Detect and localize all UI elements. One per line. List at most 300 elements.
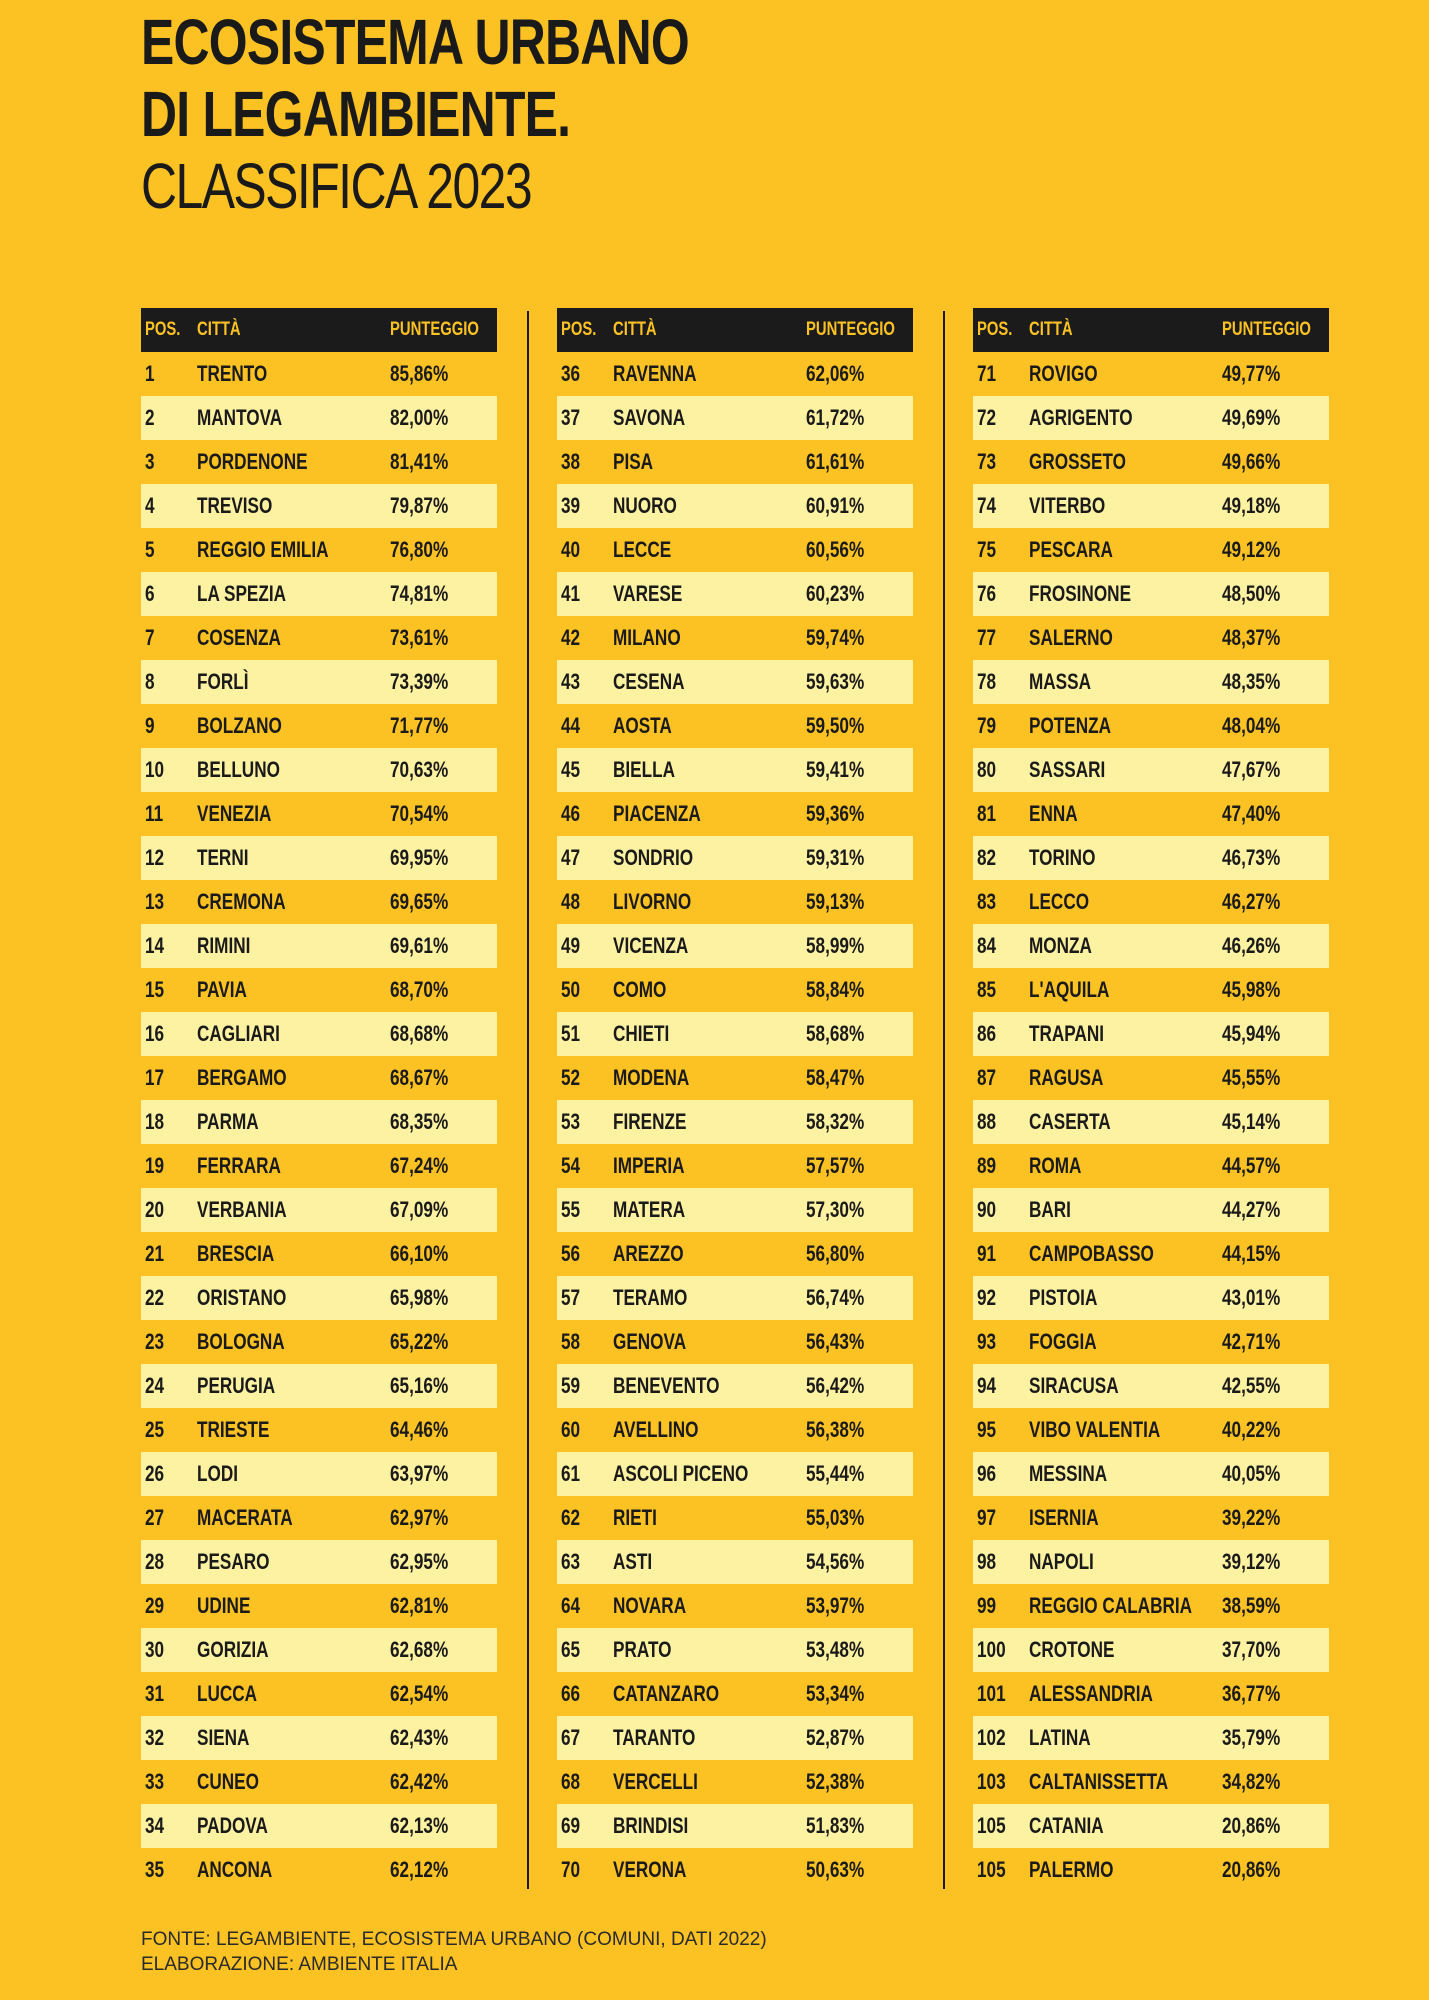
rank-cell: 1 <box>145 361 155 386</box>
table-row <box>557 1364 913 1408</box>
table-row <box>141 748 497 792</box>
city-cell: MESSINA <box>1029 1461 1108 1486</box>
table-row <box>557 1452 913 1496</box>
table-row <box>557 1100 913 1144</box>
page-title <box>141 6 843 222</box>
score-cell: 59,74% <box>806 625 865 650</box>
table-row <box>141 1056 497 1100</box>
table-row <box>557 1012 913 1056</box>
score-cell: 48,04% <box>1222 713 1281 738</box>
table-header <box>973 308 1329 352</box>
table-row <box>141 396 497 440</box>
table-row <box>557 528 913 572</box>
score-cell: 65,98% <box>390 1285 449 1310</box>
score-cell: 71,77% <box>390 713 449 738</box>
table-row <box>557 484 913 528</box>
ranking-column <box>973 308 1329 1892</box>
table-row <box>973 836 1329 880</box>
table-row <box>557 792 913 836</box>
score-cell: 42,55% <box>1222 1373 1281 1398</box>
city-cell: VITERBO <box>1029 493 1106 518</box>
city-cell: CALTANISSETTA <box>1029 1769 1169 1794</box>
score-cell: 44,57% <box>1222 1153 1281 1178</box>
score-cell: 68,67% <box>390 1065 449 1090</box>
score-cell: 51,83% <box>806 1813 865 1838</box>
city-cell: TERAMO <box>613 1285 688 1310</box>
table-row <box>557 924 913 968</box>
score-cell: 62,12% <box>390 1857 449 1882</box>
score-cell: 61,61% <box>806 449 865 474</box>
table-row <box>141 704 497 748</box>
rank-cell: 102 <box>977 1725 1006 1750</box>
table-row <box>973 484 1329 528</box>
rank-cell: 79 <box>977 713 997 738</box>
score-cell: 56,43% <box>806 1329 865 1354</box>
rank-cell: 39 <box>561 493 581 518</box>
score-cell: 45,55% <box>1222 1065 1281 1090</box>
rank-cell: 60 <box>561 1417 581 1442</box>
score-cell: 45,14% <box>1222 1109 1281 1134</box>
table-row <box>557 1232 913 1276</box>
rank-cell: 24 <box>145 1373 165 1398</box>
title-line-3: CLASSIFICA 2023 <box>141 150 532 222</box>
table-row <box>557 352 913 396</box>
rank-cell: 40 <box>561 537 581 562</box>
rank-cell: 3 <box>145 449 155 474</box>
score-cell: 53,48% <box>806 1637 865 1662</box>
score-cell: 46,26% <box>1222 933 1281 958</box>
header-score: PUNTEGGIO <box>390 319 479 340</box>
table-row <box>973 396 1329 440</box>
rank-cell: 84 <box>977 933 997 958</box>
header-pos: POS. <box>977 319 1013 340</box>
score-cell: 65,22% <box>390 1329 449 1354</box>
score-cell: 39,22% <box>1222 1505 1281 1530</box>
rank-cell: 34 <box>145 1813 165 1838</box>
table-header <box>557 308 913 352</box>
table-row <box>141 1144 497 1188</box>
rank-cell: 105 <box>977 1857 1006 1882</box>
city-cell: VERONA <box>613 1857 687 1882</box>
score-cell: 20,86% <box>1222 1813 1281 1838</box>
city-cell: PERUGIA <box>197 1373 276 1398</box>
rank-cell: 35 <box>145 1857 165 1882</box>
rank-cell: 48 <box>561 889 581 914</box>
score-cell: 66,10% <box>390 1241 449 1266</box>
city-cell: TARANTO <box>613 1725 696 1750</box>
table-row <box>973 660 1329 704</box>
rank-cell: 101 <box>977 1681 1006 1706</box>
table-row <box>141 616 497 660</box>
city-cell: LUCCA <box>197 1681 258 1706</box>
table-row <box>141 1012 497 1056</box>
rank-cell: 58 <box>561 1329 581 1354</box>
score-cell: 45,94% <box>1222 1021 1281 1046</box>
table-row <box>557 1672 913 1716</box>
score-cell: 81,41% <box>390 449 449 474</box>
score-cell: 34,82% <box>1222 1769 1281 1794</box>
score-cell: 68,35% <box>390 1109 449 1134</box>
table-row <box>973 440 1329 484</box>
score-cell: 40,05% <box>1222 1461 1281 1486</box>
rank-cell: 47 <box>561 845 581 870</box>
city-cell: CUNEO <box>197 1769 259 1794</box>
score-cell: 38,59% <box>1222 1593 1281 1618</box>
score-cell: 62,95% <box>390 1549 449 1574</box>
table-row <box>557 1144 913 1188</box>
score-cell: 49,12% <box>1222 537 1281 562</box>
score-cell: 44,27% <box>1222 1197 1281 1222</box>
table-row <box>141 1760 497 1804</box>
source-line-2: ELABORAZIONE: AMBIENTE ITALIA <box>141 1954 458 1975</box>
rank-cell: 17 <box>145 1065 165 1090</box>
score-cell: 62,68% <box>390 1637 449 1662</box>
city-cell: NAPOLI <box>1029 1549 1094 1574</box>
city-cell: MONZA <box>1029 933 1092 958</box>
rank-cell: 29 <box>145 1593 165 1618</box>
table-row <box>141 440 497 484</box>
rank-cell: 28 <box>145 1549 165 1574</box>
rank-cell: 22 <box>145 1285 165 1310</box>
city-cell: L'AQUILA <box>1029 977 1110 1002</box>
rank-cell: 64 <box>561 1593 581 1618</box>
rank-cell: 55 <box>561 1197 581 1222</box>
rank-cell: 100 <box>977 1637 1006 1662</box>
city-cell: RAGUSA <box>1029 1065 1104 1090</box>
rank-cell: 81 <box>977 801 997 826</box>
score-cell: 59,13% <box>806 889 865 914</box>
city-cell: PRATO <box>613 1637 672 1662</box>
score-cell: 37,70% <box>1222 1637 1281 1662</box>
table-row <box>141 1540 497 1584</box>
city-cell: LECCE <box>613 537 672 562</box>
score-cell: 49,66% <box>1222 449 1281 474</box>
score-cell: 67,09% <box>390 1197 449 1222</box>
score-cell: 48,37% <box>1222 625 1281 650</box>
city-cell: CATANZARO <box>613 1681 720 1706</box>
score-cell: 79,87% <box>390 493 449 518</box>
table-row <box>557 572 913 616</box>
score-cell: 55,44% <box>806 1461 865 1486</box>
score-cell: 36,77% <box>1222 1681 1281 1706</box>
table-row <box>973 1144 1329 1188</box>
score-cell: 74,81% <box>390 581 449 606</box>
city-cell: BOLOGNA <box>197 1329 285 1354</box>
city-cell: SONDRIO <box>613 845 694 870</box>
rank-cell: 46 <box>561 801 581 826</box>
header-score: PUNTEGGIO <box>806 319 895 340</box>
city-cell: UDINE <box>197 1593 251 1618</box>
score-cell: 45,98% <box>1222 977 1281 1002</box>
table-row <box>557 968 913 1012</box>
score-cell: 58,84% <box>806 977 865 1002</box>
city-cell: BRESCIA <box>197 1241 275 1266</box>
table-row <box>141 484 497 528</box>
city-cell: REGGIO EMILIA <box>197 537 329 562</box>
table-row <box>557 1760 913 1804</box>
score-cell: 35,79% <box>1222 1725 1281 1750</box>
rank-cell: 68 <box>561 1769 581 1794</box>
table-row <box>141 1188 497 1232</box>
score-cell: 53,34% <box>806 1681 865 1706</box>
score-cell: 58,32% <box>806 1109 865 1134</box>
rank-cell: 8 <box>145 669 155 694</box>
city-cell: PADOVA <box>197 1813 268 1838</box>
city-cell: FIRENZE <box>613 1109 687 1134</box>
rank-cell: 52 <box>561 1065 581 1090</box>
city-cell: LIVORNO <box>613 889 692 914</box>
table-row <box>973 1408 1329 1452</box>
rank-cell: 33 <box>145 1769 165 1794</box>
rank-cell: 12 <box>145 845 165 870</box>
score-cell: 60,56% <box>806 537 865 562</box>
score-cell: 56,80% <box>806 1241 865 1266</box>
score-cell: 49,18% <box>1222 493 1281 518</box>
city-cell: CASERTA <box>1029 1109 1111 1134</box>
score-cell: 68,70% <box>390 977 449 1002</box>
table-row <box>141 1100 497 1144</box>
table-row <box>557 1540 913 1584</box>
rank-cell: 67 <box>561 1725 581 1750</box>
rank-cell: 51 <box>561 1021 581 1046</box>
score-cell: 76,80% <box>390 537 449 562</box>
table-row <box>141 924 497 968</box>
table-row <box>141 1628 497 1672</box>
rank-cell: 77 <box>977 625 997 650</box>
table-row <box>973 704 1329 748</box>
rank-cell: 23 <box>145 1329 165 1354</box>
score-cell: 43,01% <box>1222 1285 1281 1310</box>
table-row <box>141 792 497 836</box>
table-row <box>973 1364 1329 1408</box>
table-row <box>973 1804 1329 1848</box>
table-row <box>141 1584 497 1628</box>
rank-cell: 85 <box>977 977 997 1002</box>
city-cell: BENEVENTO <box>613 1373 720 1398</box>
score-cell: 67,24% <box>390 1153 449 1178</box>
score-cell: 62,97% <box>390 1505 449 1530</box>
city-cell: FOGGIA <box>1029 1329 1097 1354</box>
table-row <box>557 396 913 440</box>
rank-cell: 73 <box>977 449 997 474</box>
score-cell: 53,97% <box>806 1593 865 1618</box>
table-row <box>141 836 497 880</box>
score-cell: 56,74% <box>806 1285 865 1310</box>
rank-cell: 37 <box>561 405 581 430</box>
rank-cell: 9 <box>145 713 155 738</box>
city-cell: LODI <box>197 1461 238 1486</box>
table-row <box>973 352 1329 396</box>
city-cell: ENNA <box>1029 801 1078 826</box>
rank-cell: 90 <box>977 1197 997 1222</box>
score-cell: 48,35% <box>1222 669 1281 694</box>
city-cell: MANTOVA <box>197 405 283 430</box>
city-cell: PISA <box>613 449 654 474</box>
rank-cell: 66 <box>561 1681 581 1706</box>
rank-cell: 75 <box>977 537 997 562</box>
score-cell: 64,46% <box>390 1417 449 1442</box>
rank-cell: 82 <box>977 845 997 870</box>
score-cell: 47,40% <box>1222 801 1281 826</box>
table-row <box>973 1100 1329 1144</box>
rank-cell: 16 <box>145 1021 165 1046</box>
rank-cell: 54 <box>561 1153 581 1178</box>
city-cell: SASSARI <box>1029 757 1106 782</box>
table-row <box>973 924 1329 968</box>
rank-cell: 96 <box>977 1461 997 1486</box>
score-cell: 58,99% <box>806 933 865 958</box>
city-cell: VENEZIA <box>197 801 272 826</box>
city-cell: PORDENONE <box>197 449 308 474</box>
column-divider <box>527 311 529 1889</box>
rank-cell: 103 <box>977 1769 1006 1794</box>
city-cell: REGGIO CALABRIA <box>1029 1593 1193 1618</box>
score-cell: 44,15% <box>1222 1241 1281 1266</box>
city-cell: VIBO VALENTIA <box>1029 1417 1161 1442</box>
rank-cell: 7 <box>145 625 155 650</box>
rank-cell: 72 <box>977 405 997 430</box>
table-row <box>141 1804 497 1848</box>
header-city: CITTÀ <box>613 319 657 340</box>
city-cell: VERBANIA <box>197 1197 287 1222</box>
score-cell: 82,00% <box>390 405 449 430</box>
city-cell: NOVARA <box>613 1593 687 1618</box>
table-row <box>973 1496 1329 1540</box>
city-cell: MACERATA <box>197 1505 293 1530</box>
score-cell: 68,68% <box>390 1021 449 1046</box>
score-cell: 52,87% <box>806 1725 865 1750</box>
title-line-1: ECOSISTEMA URBANO <box>141 6 689 78</box>
rank-cell: 19 <box>145 1153 165 1178</box>
city-cell: ASTI <box>613 1549 653 1574</box>
city-cell: ROVIGO <box>1029 361 1098 386</box>
table-row <box>141 572 497 616</box>
rank-cell: 44 <box>561 713 581 738</box>
score-cell: 48,50% <box>1222 581 1281 606</box>
table-row <box>557 1496 913 1540</box>
table-row <box>557 880 913 924</box>
city-cell: PISTOIA <box>1029 1285 1098 1310</box>
rank-cell: 74 <box>977 493 997 518</box>
table-row <box>973 1672 1329 1716</box>
table-row <box>141 880 497 924</box>
table-row <box>141 1716 497 1760</box>
city-cell: AVELLINO <box>613 1417 699 1442</box>
score-cell: 69,95% <box>390 845 449 870</box>
rank-cell: 89 <box>977 1153 997 1178</box>
score-cell: 52,38% <box>806 1769 865 1794</box>
score-cell: 73,61% <box>390 625 449 650</box>
table-row <box>973 1848 1329 1892</box>
rank-cell: 70 <box>561 1857 581 1882</box>
rank-cell: 105 <box>977 1813 1006 1838</box>
rank-cell: 36 <box>561 361 581 386</box>
score-cell: 56,42% <box>806 1373 865 1398</box>
header-pos: POS. <box>561 319 597 340</box>
city-cell: CHIETI <box>613 1021 670 1046</box>
ranking-column <box>557 308 913 1892</box>
city-cell: BIELLA <box>613 757 675 782</box>
city-cell: AOSTA <box>613 713 672 738</box>
rank-cell: 43 <box>561 669 581 694</box>
city-cell: MASSA <box>1029 669 1091 694</box>
table-row <box>141 1276 497 1320</box>
table-row <box>973 968 1329 1012</box>
city-cell: GROSSETO <box>1029 449 1126 474</box>
column-divider <box>943 311 945 1889</box>
table-row <box>557 1584 913 1628</box>
city-cell: FROSINONE <box>1029 581 1132 606</box>
score-cell: 61,72% <box>806 405 865 430</box>
rank-cell: 61 <box>561 1461 581 1486</box>
score-cell: 55,03% <box>806 1505 865 1530</box>
table-row <box>557 1408 913 1452</box>
table-row <box>557 1848 913 1892</box>
table-row <box>557 660 913 704</box>
rank-cell: 20 <box>145 1197 165 1222</box>
rank-cell: 41 <box>561 581 581 606</box>
city-cell: RIMINI <box>197 933 251 958</box>
score-cell: 69,61% <box>390 933 449 958</box>
rank-cell: 6 <box>145 581 155 606</box>
rank-cell: 83 <box>977 889 997 914</box>
city-cell: TERNI <box>197 845 249 870</box>
table-row <box>141 1452 497 1496</box>
city-cell: GENOVA <box>613 1329 687 1354</box>
city-cell: RIETI <box>613 1505 657 1530</box>
city-cell: ALESSANDRIA <box>1029 1681 1153 1706</box>
city-cell: BOLZANO <box>197 713 282 738</box>
score-cell: 63,97% <box>390 1461 449 1486</box>
city-cell: ASCOLI PICENO <box>613 1461 749 1486</box>
city-cell: FORLÌ <box>197 669 249 694</box>
score-cell: 59,31% <box>806 845 865 870</box>
city-cell: POTENZA <box>1029 713 1111 738</box>
table-row <box>141 1672 497 1716</box>
table-row <box>973 1232 1329 1276</box>
score-cell: 49,77% <box>1222 361 1281 386</box>
rank-cell: 26 <box>145 1461 165 1486</box>
rank-cell: 5 <box>145 537 155 562</box>
city-cell: PAVIA <box>197 977 247 1002</box>
score-cell: 40,22% <box>1222 1417 1281 1442</box>
score-cell: 70,63% <box>390 757 449 782</box>
rank-cell: 99 <box>977 1593 997 1618</box>
score-cell: 70,54% <box>390 801 449 826</box>
rank-cell: 86 <box>977 1021 997 1046</box>
city-cell: TRENTO <box>197 361 268 386</box>
table-row <box>141 1408 497 1452</box>
rank-cell: 21 <box>145 1241 165 1266</box>
score-cell: 59,50% <box>806 713 865 738</box>
city-cell: CROTONE <box>1029 1637 1115 1662</box>
rank-cell: 87 <box>977 1065 997 1090</box>
rank-cell: 62 <box>561 1505 581 1530</box>
table-row <box>973 1188 1329 1232</box>
table-row <box>973 528 1329 572</box>
city-cell: MILANO <box>613 625 681 650</box>
city-cell: COSENZA <box>197 625 281 650</box>
table-row <box>141 660 497 704</box>
score-cell: 57,57% <box>806 1153 865 1178</box>
rank-cell: 38 <box>561 449 581 474</box>
rank-cell: 98 <box>977 1549 997 1574</box>
city-cell: TRIESTE <box>197 1417 270 1442</box>
city-cell: LA SPEZIA <box>197 581 286 606</box>
table-row <box>141 352 497 396</box>
score-cell: 62,13% <box>390 1813 449 1838</box>
city-cell: VARESE <box>613 581 683 606</box>
